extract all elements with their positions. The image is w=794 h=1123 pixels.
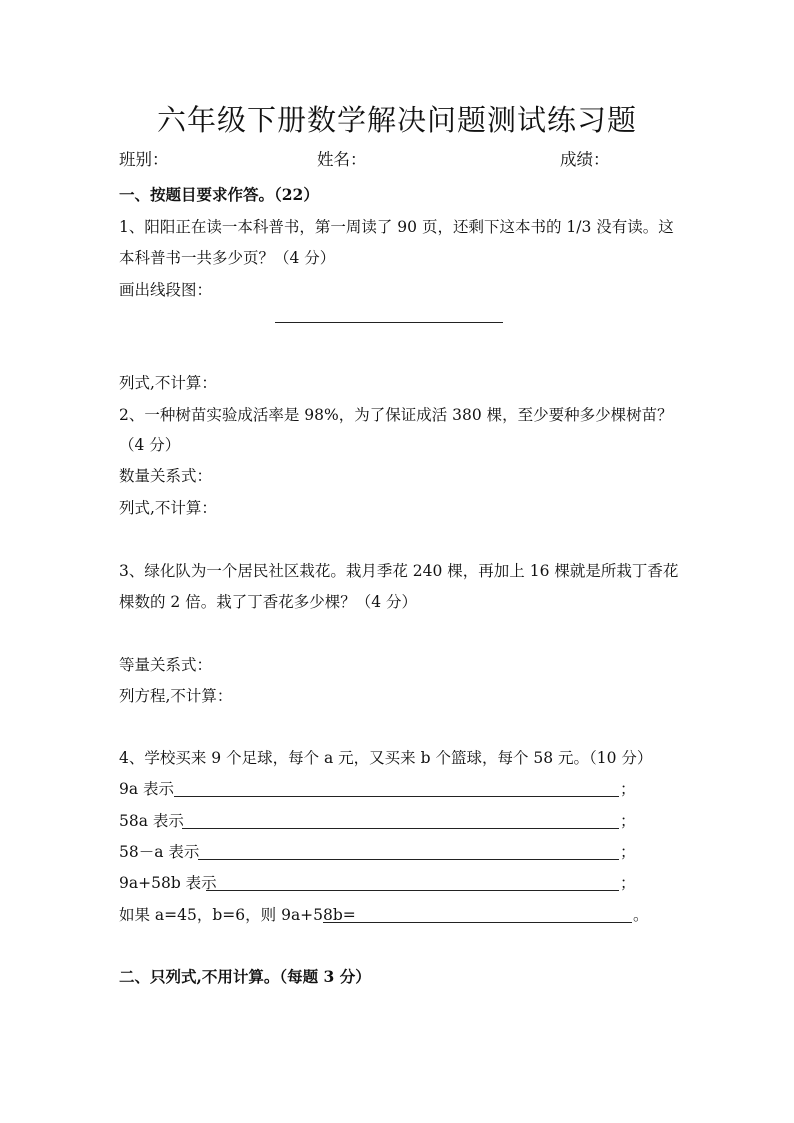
class-label: 班别： — [119, 150, 169, 169]
segment-diagram-line — [275, 322, 503, 323]
page-title: 六年级下册数学解决问题测试练习题 — [156, 103, 637, 137]
name-label: 姓名： — [317, 150, 367, 169]
answer-blank-line[interactable] — [198, 859, 619, 860]
q4-blank-label: 9a 表示 — [119, 780, 175, 798]
q3-equation-label: 列方程,不计算： — [119, 687, 233, 705]
q4-blank-end: ； — [620, 843, 636, 861]
q4-blank-end: ； — [620, 780, 636, 798]
answer-blank-line[interactable] — [323, 922, 632, 923]
section-2-heading: 二、只列式,不用计算。（每题 3 分） — [119, 967, 371, 986]
q4-last-label: 如果 a=45，b=6，则 9a+58b= — [119, 906, 356, 924]
q4-blank-label: 58－a 表示 — [119, 843, 200, 861]
q1-diagram-label: 画出线段图： — [119, 281, 213, 299]
q3-relation-label: 等量关系式： — [119, 656, 213, 674]
q1-text-line2: 本科普书一共多少页？（4 分） — [119, 249, 336, 267]
q2-text-line2: （4 分） — [119, 436, 181, 454]
section-1-heading: 一、按题目要求作答。（22） — [119, 185, 319, 204]
q2-text-line1: 2、一种树苗实验成活率是 98%，为了保证成活 380 棵，至少要种多少棵树苗？ — [119, 406, 673, 424]
q4-last-end: 。 — [633, 906, 649, 924]
q2-formula-label: 列式,不计算： — [119, 499, 217, 517]
answer-blank-line[interactable] — [182, 828, 619, 829]
q1-text-line1: 1、阳阳正在读一本科普书，第一周读了 90 页，还剩下这本书的 1/3 没有读。这 — [119, 218, 674, 236]
q1-formula-label: 列式,不计算： — [119, 374, 217, 392]
answer-blank-line[interactable] — [174, 796, 619, 797]
q2-relation-label: 数量关系式： — [119, 467, 213, 485]
q4-blank-end: ； — [620, 812, 636, 830]
q4-blank-label: 9a+58b 表示 — [119, 874, 217, 892]
q4-text-line1: 4、学校买来 9 个足球，每个 a 元，又买来 b 个篮球，每个 58 元。（10 分） — [119, 749, 653, 767]
q4-blank-label: 58a 表示 — [119, 812, 184, 830]
q3-text-line1: 3、绿化队为一个居民社区栽花。栽月季花 240 棵，再加上 16 棵就是所栽丁香花 — [119, 562, 679, 580]
score-label: 成绩： — [560, 150, 610, 169]
q3-text-line2: 棵数的 2 倍。栽了丁香花多少棵？（4 分） — [119, 593, 418, 611]
answer-blank-line[interactable] — [206, 890, 619, 891]
q4-blank-end: ； — [620, 874, 636, 892]
